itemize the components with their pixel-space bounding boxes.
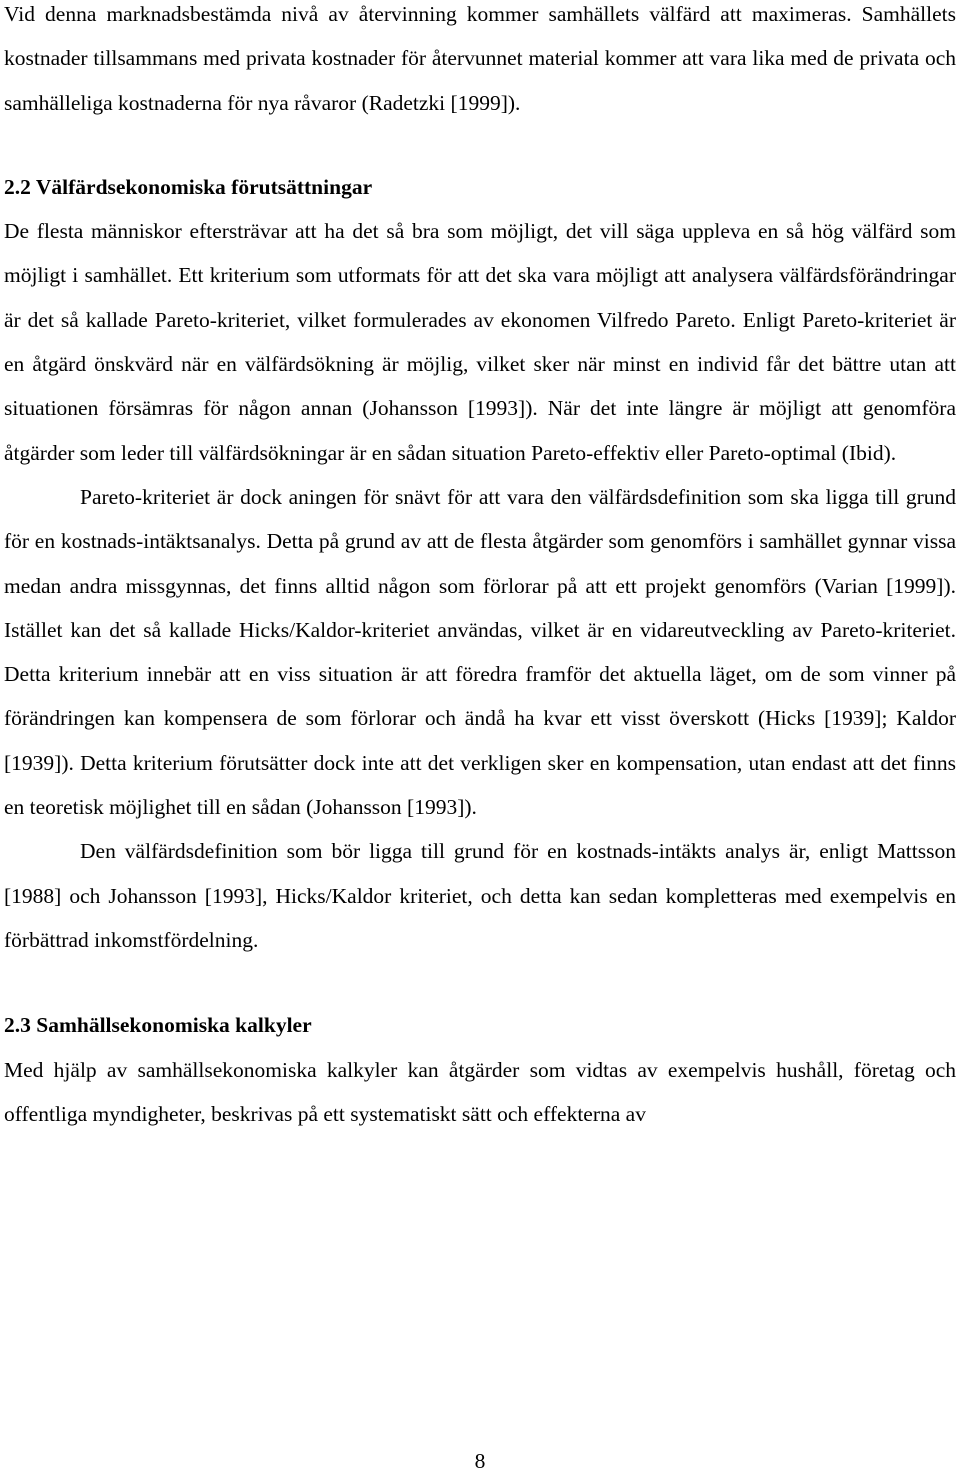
paragraph-definition: Den välfärdsdefinition som bör ligga till grund för en kostnads-intäkts analys är, enligt Mattsson [1988] och Johansson [1993], Hicks/Kaldor kriteriet, och detta kan sedan kompletteras med exempelvis en förbättrad inkomstfördelning. [4, 839, 956, 952]
page-number: 8 [474, 1449, 486, 1473]
paragraph-pareto: De flesta människor eftersträvar att ha det så bra som möjligt, det vill säga uppleva en så hög välfärd som möjligt i samhället. Ett kriterium som utformats för att det ska vara möjligt att analysera välfärdsförändringar är det så kallade Pareto-kriteriet, vilket formulerades av ekonomen Vilfredo Pareto. Enligt Pareto-kriteriet är en åtgärd önskvärd när en välfärdsökning är möjlig, vilket sker när minst en individ får det bättre utan att situationen försämras för någon annan (Johansson [1993]). När det inte längre är möjligt att genomföra åtgärder som leder till välfärdsökningar är en sådan situation Pareto-effektiv eller Pareto-optimal (Ibid). [4, 219, 956, 465]
paragraph-calculations: Med hjälp av samhällsekonomiska kalkyler kan åtgärder som vidtas av exempelvis hushåll, företag och offentliga myndigheter, beskrivas på ett systematiskt sätt och effekterna av [4, 1057, 956, 1126]
document-page [4, 0, 956, 1136]
section-heading-2-3: 2.3 Samhällsekonomiska kalkyler [4, 1013, 312, 1038]
paragraph-intro: Vid denna marknadsbestämda nivå av återvinning kommer samhällets välfärd att maximeras. Samhällets kostnader tillsammans med privata kostnader för återvunnet material kommer att vara lika med de privata och samhälleliga kostnaderna för nya råvaror (Radetzki [1999]). [4, 2, 956, 115]
paragraph-hicks-kaldor: Pareto-kriteriet är dock aningen för snävt för att vara den välfärdsdefinition som ska ligga till grund för en kostnads-intäktsanalys. Detta på grund av att de flesta åtgärder som genomförs i samhället gynnar vissa medan andra missgynnas, det finns alltid någon som förlorar på att ett projekt genomförs (Varian [1999]). Istället kan det så kallade Hicks/Kaldor-kriteriet användas, vilket är en vidareutveckling av Pareto-kriteriet. Detta kriterium innebär att en viss situation är att föredra framför det aktuella läget, om de som vinner på förändringen kan kompensera de som förlorar och ändå ha kvar ett visst överskott (Hicks [1939]; Kaldor [1939]). Detta kriterium förutsätter dock inte att det verkligen sker en kompensation, utan endast att det finns en teoretisk möjlighet till en sådan (Johansson [1993]). [4, 484, 956, 820]
section-heading-2-2: 2.2 Välfärdsekonomiska förutsättningar [4, 174, 373, 199]
